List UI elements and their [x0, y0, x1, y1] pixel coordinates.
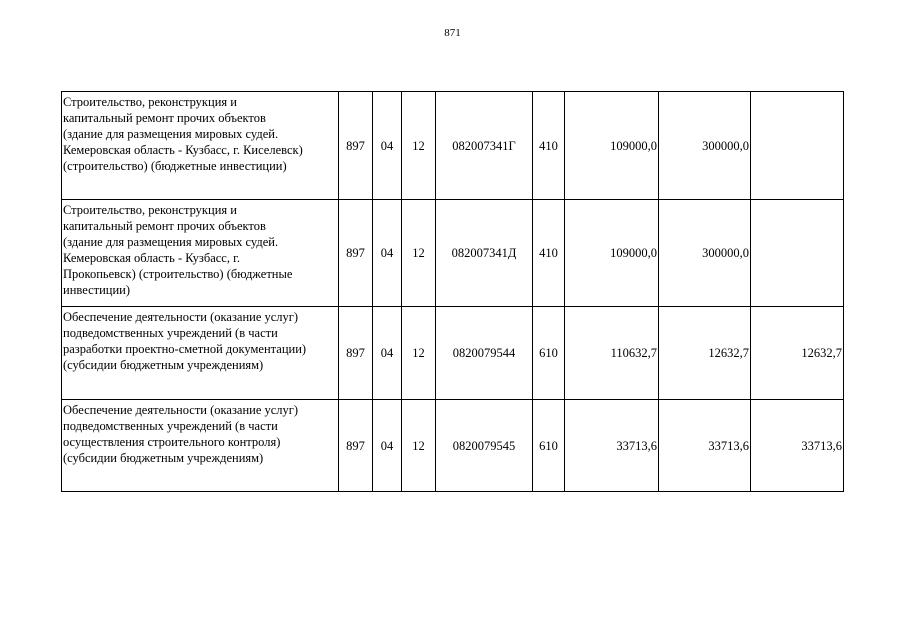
- expense-name-line: разработки проектно-сметной документации): [63, 342, 307, 356]
- amount-1-cell: 109000,0: [565, 92, 659, 200]
- target-code-cell: 082007341Д: [436, 200, 533, 307]
- expense-name-line: капитальный ремонт прочих объектов: [63, 111, 266, 125]
- section-code-cell: 04: [373, 200, 402, 307]
- ministry-code-cell: 897: [339, 200, 373, 307]
- expense-name-cell: [62, 400, 339, 492]
- section-code-cell: 04: [373, 307, 402, 400]
- target-code-cell: 0820079545: [436, 400, 533, 492]
- amount-2-cell: 12632,7: [659, 307, 751, 400]
- expense-name-line: подведомственных учреждений (в части: [63, 419, 278, 433]
- amount-1-cell: 110632,7: [565, 307, 659, 400]
- page-number: 871: [444, 27, 461, 39]
- amount-2-cell: 33713,6: [659, 400, 751, 492]
- table-row: [62, 92, 844, 200]
- ministry-code-cell: 897: [339, 92, 373, 200]
- subsection-code-cell: 12: [402, 92, 436, 200]
- expense-name-line: Прокопьевск) (строительство) (бюджетные: [63, 267, 293, 281]
- section-code-cell: 04: [373, 400, 402, 492]
- expense-name-cell: [62, 200, 339, 307]
- expense-type-cell: 410: [533, 200, 565, 307]
- table-row: [62, 200, 844, 307]
- subsection-code-cell: 12: [402, 307, 436, 400]
- ministry-code-cell: 897: [339, 307, 373, 400]
- subsection-code-cell: 12: [402, 400, 436, 492]
- target-code-cell: 0820079544: [436, 307, 533, 400]
- amount-1-cell: 33713,6: [565, 400, 659, 492]
- expense-name-line: осуществления строительного контроля): [63, 435, 281, 449]
- target-code-cell: 082007341Г: [436, 92, 533, 200]
- amount-3-cell: [751, 200, 844, 307]
- expense-name-line: Строительство, реконструкция и: [63, 95, 237, 109]
- expense-name-line: Обеспечение деятельности (оказание услуг): [63, 310, 299, 324]
- expense-name-line: (здание для размещения мировых судей.: [63, 235, 279, 249]
- expense-name-line: Строительство, реконструкция и: [63, 203, 237, 217]
- table-row: [62, 307, 844, 400]
- table-row: [62, 400, 844, 492]
- expense-name-line: Обеспечение деятельности (оказание услуг): [63, 403, 299, 417]
- expense-name-line: Кемеровская область - Кузбасс, г.: [63, 251, 240, 265]
- amount-3-cell: [751, 92, 844, 200]
- expense-name-line: капитальный ремонт прочих объектов: [63, 219, 266, 233]
- subsection-code-cell: 12: [402, 200, 436, 307]
- expense-name-line: Кемеровская область - Кузбасс, г. Киселевск): [63, 143, 303, 157]
- section-code-cell: 04: [373, 92, 402, 200]
- expense-name-line: подведомственных учреждений (в части: [63, 326, 278, 340]
- expense-name-line: (строительство) (бюджетные инвестиции): [63, 159, 287, 173]
- expense-name-line: инвестиции): [63, 283, 130, 297]
- budget-table: [61, 91, 844, 492]
- amount-3-cell: 12632,7: [751, 307, 844, 400]
- expense-name-cell: [62, 307, 339, 400]
- expense-name-line: (субсидии бюджетным учреждениям): [63, 358, 264, 372]
- expense-name-line: (здание для размещения мировых судей.: [63, 127, 279, 141]
- amount-3-cell: 33713,6: [751, 400, 844, 492]
- expense-type-cell: 410: [533, 92, 565, 200]
- expense-type-cell: 610: [533, 400, 565, 492]
- amount-2-cell: 300000,0: [659, 200, 751, 307]
- ministry-code-cell: 897: [339, 400, 373, 492]
- expense-type-cell: 610: [533, 307, 565, 400]
- expense-name-line: (субсидии бюджетным учреждениям): [63, 451, 264, 465]
- expense-name-cell: [62, 92, 339, 200]
- amount-2-cell: 300000,0: [659, 92, 751, 200]
- amount-1-cell: 109000,0: [565, 200, 659, 307]
